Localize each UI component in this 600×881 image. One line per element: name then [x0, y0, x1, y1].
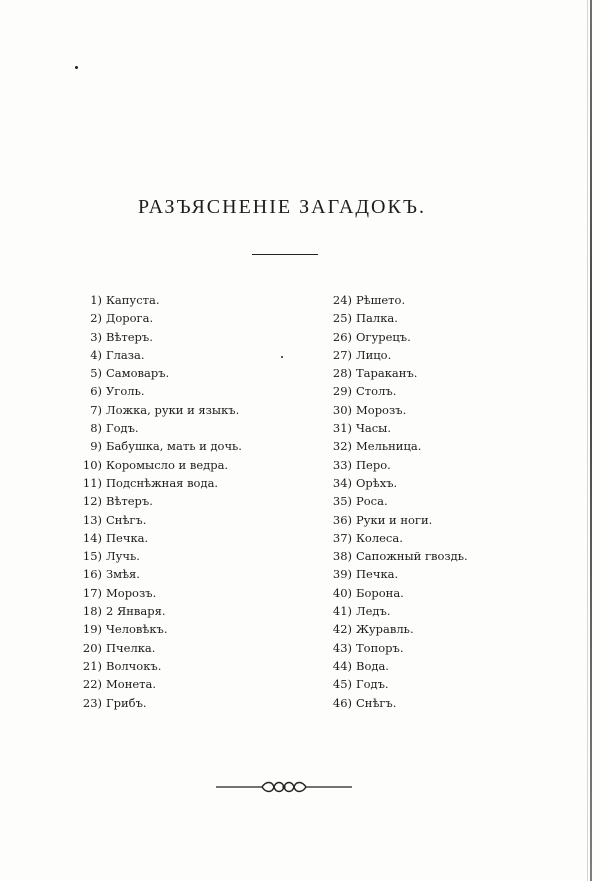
answer-text: Снѣгъ. — [106, 512, 147, 527]
answer-entry — [322, 565, 468, 583]
answer-number: 8) — [90, 421, 102, 436]
page-edge-line — [587, 0, 588, 881]
answer-number: 1) — [90, 293, 102, 307]
answer-entry — [72, 565, 242, 583]
title-rule — [252, 254, 318, 255]
answer-entry — [322, 492, 468, 510]
answer-text: Человѣкъ. — [106, 622, 168, 637]
answer-number: 46) — [332, 695, 352, 710]
answer-number: 32) — [332, 439, 352, 454]
answer-text: Ложка, руки и языкъ. — [106, 402, 240, 417]
answer-text: Ледъ. — [356, 604, 391, 619]
answer-number: 28) — [332, 366, 352, 381]
answer-number: 10) — [82, 457, 102, 472]
answer-entry — [322, 346, 468, 364]
answer-entry — [72, 401, 242, 419]
answer-entry — [322, 639, 468, 657]
answer-entry — [322, 657, 468, 675]
answer-number: 9) — [90, 439, 102, 454]
answer-number: 5) — [90, 366, 102, 381]
answer-entry — [322, 364, 468, 382]
answer-text: Морозъ. — [356, 402, 407, 417]
answer-number: 18) — [82, 604, 102, 619]
answer-entry — [72, 437, 242, 455]
answer-entry — [322, 328, 468, 346]
answers-column-right — [322, 291, 468, 712]
answer-entry — [72, 456, 242, 474]
answer-text: Руки и ноги. — [356, 512, 433, 527]
print-speck — [281, 356, 283, 358]
answer-text: Мельница. — [356, 439, 422, 454]
answer-entry — [72, 675, 242, 693]
answer-entry — [72, 492, 242, 510]
answer-entry — [72, 511, 242, 529]
answer-entry — [72, 364, 242, 382]
answer-text: Перо. — [356, 457, 391, 472]
answer-number: 34) — [332, 475, 352, 490]
answer-number: 29) — [332, 384, 352, 399]
answer-number: 37) — [332, 530, 352, 545]
answer-text: Сапожный гвоздь. — [356, 549, 468, 564]
answer-text: Огурецъ. — [356, 329, 411, 344]
answer-number: 25) — [332, 311, 352, 326]
answer-entry — [322, 529, 468, 547]
answer-text: Снѣгъ. — [356, 695, 397, 710]
answer-text: Коромысло и ведра. — [106, 457, 229, 472]
answer-text: Столъ. — [356, 384, 397, 399]
answer-entry — [72, 602, 242, 620]
answer-number: 12) — [82, 494, 102, 509]
answer-text: Лицо. — [356, 347, 392, 362]
answer-text: Дорога. — [106, 311, 154, 326]
page-edge-shadow — [590, 0, 592, 881]
answer-number: 20) — [82, 640, 102, 655]
tailpiece-ornament — [214, 779, 354, 795]
answer-text: Пчелка. — [106, 640, 156, 655]
answer-number: 36) — [332, 512, 352, 527]
answer-text: Самоваръ. — [106, 366, 170, 381]
answer-number: 23) — [82, 695, 102, 710]
answer-text: Палка. — [356, 311, 398, 326]
answer-entry — [322, 602, 468, 620]
answer-number: 24) — [332, 293, 352, 307]
answer-number: 21) — [82, 658, 102, 673]
answer-number: 11) — [82, 475, 102, 490]
answer-text: Журавль. — [356, 622, 414, 637]
answer-number: 39) — [332, 567, 352, 582]
answer-text: Годъ. — [106, 421, 139, 436]
answer-number: 31) — [332, 421, 352, 436]
answer-entry — [322, 474, 468, 492]
answer-text: Морозъ. — [106, 585, 157, 600]
answer-entry — [322, 419, 468, 437]
answer-number: 4) — [90, 347, 102, 362]
answer-entry — [72, 694, 242, 712]
answer-number: 42) — [332, 622, 352, 637]
answer-number: 30) — [332, 402, 352, 417]
answer-entry — [72, 639, 242, 657]
answer-text: Колеса. — [356, 530, 403, 545]
answer-text: Бабушка, мать и дочь. — [106, 439, 242, 454]
answer-entry — [72, 529, 242, 547]
answer-entry — [322, 382, 468, 400]
answer-entry — [72, 657, 242, 675]
answer-entry — [322, 694, 468, 712]
answer-text: Годъ. — [356, 677, 389, 692]
answer-entry — [322, 456, 468, 474]
answer-text: Капуста. — [106, 293, 160, 307]
page-title: РАЗЪЯСНЕНІЕ ЗАГАДОКЪ. — [138, 196, 426, 218]
answer-entry — [322, 309, 468, 327]
answer-text: Вѣтеръ. — [106, 494, 153, 509]
answer-number: 15) — [82, 549, 102, 564]
answer-text: Уголь. — [106, 384, 145, 399]
answer-entry — [72, 328, 242, 346]
answer-number: 2) — [90, 311, 102, 326]
answer-text: Грибъ. — [106, 695, 147, 710]
answer-entry — [322, 291, 468, 309]
answer-number: 22) — [82, 677, 102, 692]
answer-entry — [322, 547, 468, 565]
answer-text: Борона. — [356, 585, 404, 600]
answer-entry — [322, 437, 468, 455]
answer-entry — [72, 620, 242, 638]
answer-number: 33) — [332, 457, 352, 472]
answer-text: Часы. — [356, 421, 391, 436]
answer-number: 27) — [332, 347, 352, 362]
answer-entry — [72, 584, 242, 602]
answer-text: Тараканъ. — [356, 366, 418, 381]
answer-text: Монета. — [106, 677, 157, 692]
answer-text: Печка. — [106, 530, 149, 545]
answer-entry — [72, 291, 242, 309]
answer-number: 35) — [332, 494, 352, 509]
answer-text: Лучь. — [106, 549, 140, 564]
print-speck — [75, 66, 78, 69]
answer-text: Топоръ. — [356, 640, 404, 655]
answer-text: Волчокъ. — [106, 658, 162, 673]
answer-text: Рѣшето. — [356, 293, 406, 307]
answer-entry — [322, 675, 468, 693]
answer-text: Орѣхъ. — [356, 475, 398, 490]
answer-text: Роса. — [356, 494, 388, 509]
answer-number: 3) — [90, 329, 102, 344]
answer-entry — [322, 620, 468, 638]
answer-text: 2 Января. — [106, 604, 166, 619]
answer-number: 40) — [332, 585, 352, 600]
answer-number: 43) — [332, 640, 352, 655]
answer-number: 14) — [82, 530, 102, 545]
answers-column-left — [72, 291, 242, 712]
answer-entry — [72, 382, 242, 400]
answer-number: 19) — [82, 622, 102, 637]
answer-entry — [72, 547, 242, 565]
answer-entry — [72, 474, 242, 492]
answer-number: 41) — [332, 604, 352, 619]
answer-text: Змѣя. — [106, 567, 140, 582]
answer-entry — [322, 584, 468, 602]
answer-number: 17) — [82, 585, 102, 600]
answer-number: 16) — [82, 567, 102, 582]
answer-number: 13) — [82, 512, 102, 527]
answer-text: Вѣтеръ. — [106, 329, 153, 344]
answer-number: 7) — [90, 402, 102, 417]
answer-number: 6) — [90, 384, 102, 399]
answer-entry — [322, 401, 468, 419]
answer-text: Печка. — [356, 567, 399, 582]
answer-text: Вода. — [356, 658, 389, 673]
answer-number: 45) — [332, 677, 352, 692]
answer-number: 38) — [332, 549, 352, 564]
answer-entry — [72, 309, 242, 327]
answer-entry — [322, 511, 468, 529]
answer-entry — [72, 346, 242, 364]
answer-text: Подснѣжная вода. — [106, 475, 219, 490]
answer-number: 26) — [332, 329, 352, 344]
answer-number: 44) — [332, 658, 352, 673]
answer-entry — [72, 419, 242, 437]
answer-text: Глаза. — [106, 347, 145, 362]
